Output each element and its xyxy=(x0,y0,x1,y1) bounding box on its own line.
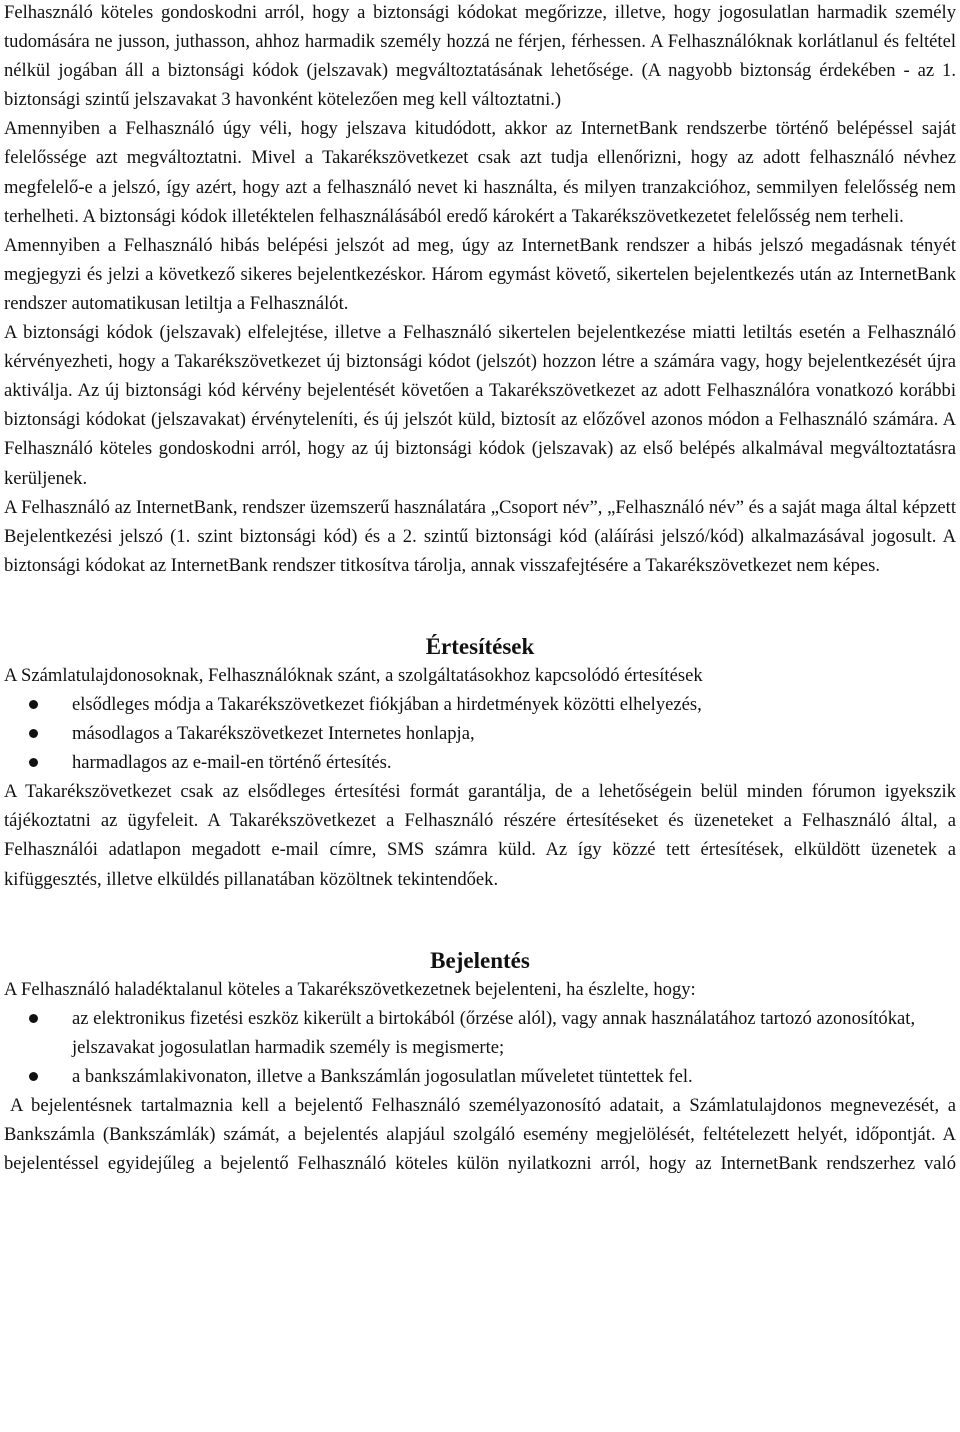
bullet-icon xyxy=(29,1072,38,1081)
bejelentes-body: A bejelentésnek tartalmaznia kell a bejelentő Felhasználó személyazonosító adatait, a Számlatulajdonos megnevezését, a Bankszámla (Bankszámlák) számát, a bejelentés alapjául szolgáló esemény megjelölését, feltételezett helyét, időpontját. A bejelentéssel egyidejűleg a bejelentő Felhasználó köteles külön nyilatkozni arról, hogy az InternetBank rendszerhez való xyxy=(4,1095,956,1175)
list-item xyxy=(4,719,956,748)
list-item-text: harmadlagos az e-mail-en történő értesítés. xyxy=(72,752,392,774)
bejelentes-intro: A Felhasználó haladéktalanul köteles a Takarékszövetkezetnek bejelenteni, ha észlelte, hogy: xyxy=(4,978,696,1000)
list-item-text: az elektronikus fizetési eszköz kikerült a birtokából (őrzése alól), vagy annak használatához tartozó azonosítókat, jelszavakat jogosulatlan harmadik személy is megismerte; xyxy=(72,1007,916,1058)
list-item xyxy=(4,748,956,777)
list-item xyxy=(4,690,956,719)
list-item-text: a bankszámlakivonaton, illetve a Bankszámlán jogosulatlan műveletet tüntettek fel. xyxy=(72,1065,693,1087)
document-page xyxy=(4,0,956,1178)
bullet-icon xyxy=(29,758,38,767)
list-item xyxy=(4,1004,956,1062)
list-item-text: másodlagos a Takarékszövetkezet Internetes honlapja, xyxy=(72,723,475,745)
paragraph-forgotten-password: A biztonsági kódok (jelszavak) elfelejtése, illetve a Felhasználó sikertelen bejelentkezése miatti letiltás esetén a Felhasználó kérvényezheti, hogy a Takarékszövetkezet új biztonsági kódot (jelszót) hozzon létre a számára vagy, hogy bejelentkezését újra aktiválja. Az új biztonsági kód kérvény bejelentését követően a Takarékszövetkezet az adott Felhasználóra vonatkozó korábbi biztonsági kódokat (jelszavakat) érvényteleníti, és új jelszót küld, biztosít az előzővel azonos módon a Felhasználó számára. A Felhasználó köteles gondoskodni arról, hogy az új biztonsági kódok (jelszavak) az első belépés alkalmával megváltoztatásra kerüljenek. xyxy=(4,322,956,489)
ertesitesek-body: A Takarékszövetkezet csak az elsődleges értesítési formát garantálja, de a lehetőségein belül minden fórumon igyekszik tájékoztatni az ügyfeleit. A Takarékszövetkezet a Felhasználó részére értesítéseket és üzeneteket a Felhasználó által, a Felhasználói adatlapon megadott e-mail címre, SMS számra küld. Az így közzé tett értesítések, elküldött üzenetek a kifüggesztés, illetve elküldés pillanatában közöltnek tekintendőek. xyxy=(4,781,956,890)
paragraph-security-codes: Felhasználó köteles gondoskodni arról, hogy a biztonsági kódokat megőrizze, illetve, hogy jogosulatlan harmadik személy tudomására ne jusson, juthasson, ahhoz harmadik személy hozzá ne férjen, férhessen. A Felhasználóknak korlátlanul és feltétel nélkül jogában áll a biztonsági kódok (jelszavak) megváltoztatásának lehetősége. (A nagyobb biztonság érdekében - az 1. biztonsági szintű jelszavakat 3 havonként kötelezően meg kell változtatni.) xyxy=(4,2,956,111)
list-item xyxy=(4,1062,956,1091)
paragraph-wrong-password: Amennyiben a Felhasználó hibás belépési jelszót ad meg, úgy az InternetBank rendszer a hibás jelszó megadásnak tényét megjegyzi és jelzi a következő sikeres bejelentkezéskor. Három egymást követő, sikertelen bejelentkezés után az InternetBank rendszer automatikusan letiltja a Felhasználót. xyxy=(4,234,956,314)
ertesitesek-list xyxy=(4,690,956,777)
bullet-icon xyxy=(29,700,38,709)
section-heading-bejelentes: Bejelentés xyxy=(430,947,530,973)
list-item-text: elsődleges módja a Takarékszövetkezet fiókjában a hirdetmények közötti elhelyezés, xyxy=(72,693,702,715)
bullet-icon xyxy=(29,729,38,738)
section-heading-ertesitesek: Értesítések xyxy=(425,633,535,659)
bejelentes-list xyxy=(4,1004,956,1091)
ertesitesek-intro: A Számlatulajdonosoknak, Felhasználóknak szánt, a szolgáltatásokhoz kapcsolódó értesítések xyxy=(4,664,703,686)
paragraph-usage-rights: A Felhasználó az InternetBank, rendszer üzemszerű használatára „Csoport név”, „Felhasználó név” és a saját maga által képzett Bejelentkezési jelszó (1. szint biztonsági kód) és a 2. szintű biztonsági kód (aláírási jelszó/kód) alkalmazásával jogosult. A biztonsági kódokat az InternetBank rendszer titkosítva tárolja, annak visszafejtésére a Takarékszövetkezet nem képes. xyxy=(4,496,956,576)
bullet-icon xyxy=(29,1014,38,1023)
paragraph-password-leaked: Amennyiben a Felhasználó úgy véli, hogy jelszava kitudódott, akkor az InternetBank rendszerbe történő belépéssel saját felelőssége azt megváltoztatni. Mivel a Takarékszövetkezet csak azt tudja ellenőrizni, hogy az adott felhasználó névhez megfelelő-e a jelszó, így azért, hogy azt a felhasználó nevet ki használta, és milyen tranzakcióhoz, semmilyen felelősség nem terhelheti. A biztonsági kódok illetéktelen felhasználásából eredő károkért a Takarékszövetkezetet felelősség nem terheli. xyxy=(4,118,956,227)
